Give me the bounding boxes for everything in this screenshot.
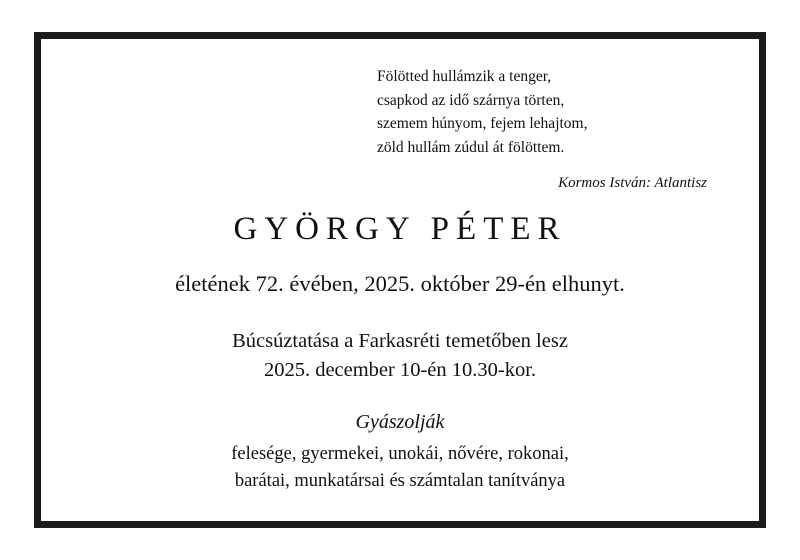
deceased-name: GYÖRGY PÉTER [233, 211, 567, 247]
poem-source-attribution: Kormos István: Atlantisz [558, 175, 707, 192]
mourners-line: barátai, munkatársai és számtalan tanítványa [234, 471, 566, 492]
poem-line: Fölötted hullámzik a tenger, [377, 68, 552, 85]
poem-block [377, 65, 707, 192]
mourners-block [41, 411, 759, 496]
poem-line: zöld hullám zúdul át fölöttem. [377, 138, 565, 156]
poem-line: szemem húnyom, fejem lehajtom, [377, 115, 588, 133]
mourners-heading: Gyászolják [355, 411, 445, 433]
poem-line: csapkod az idő szárnya törten, [377, 91, 565, 109]
obituary-content [41, 39, 759, 521]
death-details-line: életének 72. évében, 2025. október 29-én elhunyt. [175, 271, 625, 296]
ceremony-block [41, 327, 759, 385]
mourners-line: felesége, gyermekei, unokái, nővére, rokonai, [231, 444, 569, 464]
ceremony-location-line: Búcsúztatása a Farkasréti temetőben lesz [232, 330, 568, 352]
obituary-border-frame [34, 32, 766, 528]
ceremony-datetime-line: 2025. december 10-én 10.30-kor. [263, 359, 537, 382]
